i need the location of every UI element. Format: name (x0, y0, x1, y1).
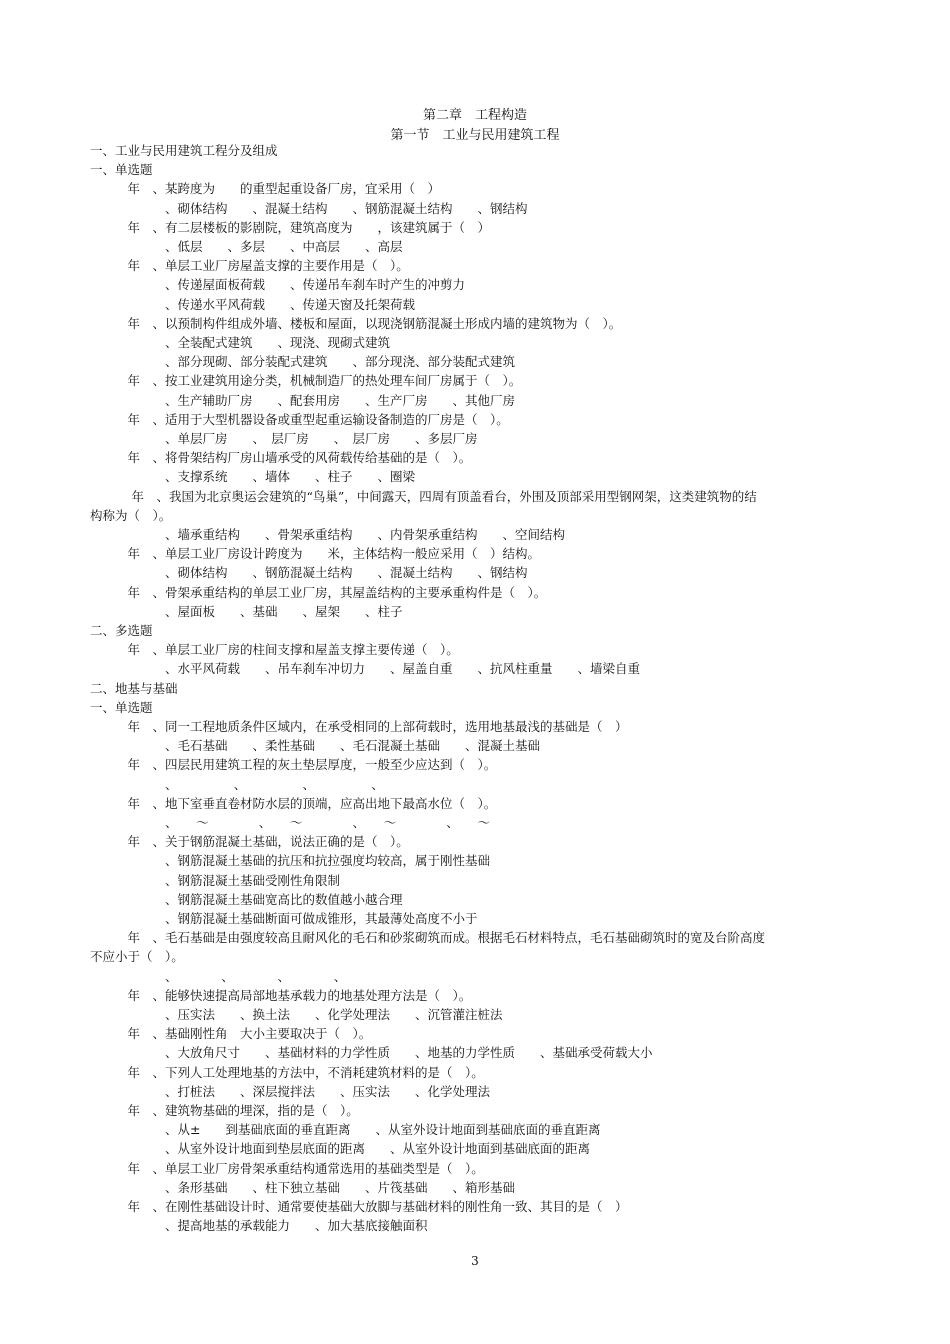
text-line: 一、单选题 (90, 162, 153, 178)
text-line: 年 、我国为北京奥运会建筑的“鸟巢”，中间露天，四周有顶盖看台，外围及顶部采用型钢网架，这类建筑物的结 (90, 488, 757, 504)
text-line: 、 、 、 、 (90, 776, 384, 792)
text-line: 年 、地下室垂直卷材防水层的顶端，应高出地下最高水位（ ）。 (90, 795, 497, 811)
text-line: 、钢筋混凝土基础的抗压和抗拉强度均较高，属于刚性基础 (90, 853, 491, 869)
text-line: 年 、单层工业厂房设计跨度为 米，主体结构一般应采用（ ）结构。 (90, 546, 541, 562)
text-line: 年 、毛石基础是由强度较高且耐风化的毛石和砂浆砌筑而成。根据毛石材料特点，毛石基础砌筑时的宽及台阶高度 (90, 930, 766, 946)
text-line: 年 、建筑物基础的埋深，指的是（ ）。 (90, 1103, 359, 1118)
text-line: 、压实法 、换土法 、化学处理法 、沉管灌注桩法 (90, 1007, 503, 1022)
section-title: 第一节 工业与民用建筑工程 (390, 128, 560, 143)
text-line: 、砌体结构 、钢筋混凝土结构 、混凝土结构 、钢结构 (90, 565, 528, 581)
text-line: 年 、下列人工处理地基的方法中，不消耗建筑材料的是（ ）。 (90, 1064, 484, 1080)
text-line: 年 、同一工程地质条件区域内，在承受相同的上部荷载时，选用地基最浅的基础是（ ） (90, 719, 628, 734)
text-line: 、屋面板 、基础 、屋架 、柱子 (90, 603, 403, 619)
text-line: 、全装配式建筑 、现浇、现砌式建筑 (90, 335, 391, 350)
text-line: 、砌体结构 、混凝土结构 、钢筋混凝土结构 、钢结构 (90, 200, 528, 216)
text-line: 年 、关于钢筋混凝土基础，说法正确的是（ ）。 (90, 834, 409, 850)
text-line: 年 、单层工业厂房骨架承重结构通常选用的基础类型是（ ）。 (90, 1160, 484, 1176)
text-line: 不应小于（ ）。 (90, 949, 184, 965)
text-line: 年 、单层工业厂房的柱间支撑和屋盖支撑主要传递（ ）。 (90, 642, 459, 658)
text-line: 年 、骨架承重结构的单层工业厂房，其屋盖结构的主要承重构件是（ ）。 (90, 584, 547, 600)
text-line: 、部分现砌、部分装配式建筑 、部分现浇、部分装配式建筑 (90, 354, 516, 370)
text-line: 、 、 、 、 (90, 968, 347, 984)
text-line: 二、多选题 (90, 623, 153, 638)
text-line: 、传递水平风荷载 、传递天窗及托架荷载 (90, 296, 416, 312)
text-line: 年 、基础刚性角 大小主要取决于（ ）。 (90, 1026, 372, 1042)
page-number: 3 (471, 1254, 479, 1268)
text-line: 年 、能够快速提高局部地基承载力的地基处理方法是（ ）。 (90, 987, 472, 1003)
text-line: 年 、单层工业厂房屋盖支撑的主要作用是（ ）。 (90, 258, 409, 274)
text-line: 、水平风荷载 、吊车刹车冲切力 、屋盖自重 、抗风柱重量 、墙梁自重 (90, 661, 641, 677)
text-line: 、从室外设计地面到垫层底面的距离 、从室外设计地面到基础底面的距离 (90, 1141, 591, 1157)
text-line: 、提高地基的承载能力 、加大基底接触面积 (90, 1218, 428, 1234)
text-line: 年 、以预制构件组成外墙、楼板和屋面，以现浇钢筋混凝土形成内墙的建筑物为（ ）。 (90, 315, 622, 331)
text-line: 构称为（ ）。 (90, 507, 172, 523)
text-line: 年 、有二层楼板的影剧院，建筑高度为 ，该建筑属于（ ） (90, 219, 491, 235)
text-line: 年 、将骨架结构厂房山墙承受的风荷载传给基础的是（ ）。 (90, 450, 472, 466)
text-line: 、低层 、多层 、中高层 、高层 (90, 239, 403, 254)
text-line: 、单层厂房 、 层厂房 、 层厂房 、多层厂房 (90, 431, 478, 446)
text-line: 、钢筋混凝土基础宽高比的数值越小越合理 (90, 891, 403, 907)
text-line: 、支撑系统 、墙体 、柱子 、圈梁 (90, 469, 416, 485)
text-line: 年 、某跨度为 的重型起重设备厂房，宜采用（ ） (90, 181, 441, 197)
text-line: 、 ～ 、 ～ 、 ～ 、 ～ (90, 815, 491, 830)
text-line: 一、工业与民用建筑工程分及组成 (90, 143, 278, 158)
text-line: 年 、适用于大型机器设备或重型起重运输设备制造的厂房是（ ）。 (90, 411, 509, 427)
text-line: 、传递屋面板荷载 、传递吊车刹车时产生的冲剪力 (90, 277, 466, 293)
text-line: 、生产辅助厂房 、配套用房 、生产厂房 、其他厂房 (90, 392, 516, 408)
text-line: 一、单选题 (90, 699, 153, 715)
text-line: 年 、四层民用建筑工程的灰土垫层厚度，一般至少应达到（ ）。 (90, 757, 497, 773)
chapter-title: 第二章 工程构造 (422, 108, 527, 123)
text-line: 、条形基础 、柱下独立基础 、片筏基础 、箱形基础 (90, 1179, 516, 1195)
text-line: 、钢筋混凝土基础断面可做成锥形，其最薄处高度不小于 (90, 911, 478, 926)
text-line: 年 、在刚性基础设计时、通常要使基础大放脚与基础材料的刚性角一致、其目的是（ ） (90, 1199, 628, 1214)
text-line: 、毛石基础 、柔性基础 、毛石混凝土基础 、混凝土基础 (90, 738, 541, 754)
text-line: 、从± 到基础底面的垂直距离 、从室外设计地面到基础底面的垂直距离 (90, 1122, 601, 1138)
text-line: 年 、按工业建筑用途分类，机械制造厂的热处理车间厂房属于（ ）。 (90, 373, 522, 389)
text-line: 、大放角尺寸 、基础材料的力学性质 、地基的力学性质 、基础承受荷载大小 (90, 1045, 653, 1061)
text-line: 二、地基与基础 (90, 680, 178, 696)
text-line: 、钢筋混凝土基础受刚性角限制 (90, 872, 341, 888)
text-line: 、打桩法 、深层搅拌法 、压实法 、化学处理法 (90, 1083, 491, 1099)
text-line: 、墙承重结构 、骨架承重结构 、内骨架承重结构 、空间结构 (90, 527, 566, 542)
